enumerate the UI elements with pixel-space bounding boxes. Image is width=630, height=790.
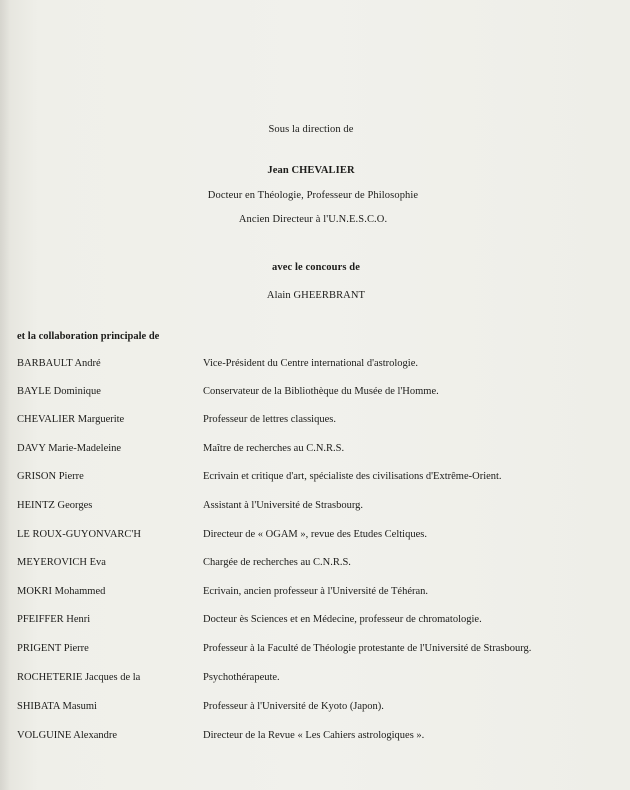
contributor-name: VOLGUINE Alexandre xyxy=(17,730,118,741)
concours-intro: avec le concours de xyxy=(272,262,360,273)
contributor-role: Directeur de la Revue « Les Cahiers astrologiques ». xyxy=(203,730,425,741)
director-former-role: Ancien Directeur à l'U.N.E.S.C.O. xyxy=(238,214,388,225)
contributor-row xyxy=(0,614,630,630)
contributor-row xyxy=(0,701,630,717)
contributor-row xyxy=(0,529,630,545)
collaboration-heading: et la collaboration principale de xyxy=(17,331,160,342)
contributor-role: Professeur de lettres classiques. xyxy=(203,414,336,425)
contributor-name: BARBAULT André xyxy=(17,358,101,369)
contributor-name: PFEIFFER Henri xyxy=(17,614,91,625)
co-author-name: Alain GHEERBRANT xyxy=(266,290,366,301)
contributor-role: Ecrivain, ancien professeur à l'Université de Téhéran. xyxy=(203,586,429,597)
contributor-role: Chargée de recherches au C.N.R.S. xyxy=(203,557,351,568)
contributor-row xyxy=(0,386,630,402)
contributor-row xyxy=(0,643,630,659)
contributor-name: SHIBATA Masumi xyxy=(17,701,97,712)
contributor-row xyxy=(0,471,630,487)
contributor-name: ROCHETERIE Jacques de la xyxy=(17,672,141,683)
contributor-row xyxy=(0,414,630,430)
direction-intro: Sous la direction de xyxy=(268,124,354,135)
contributor-name: DAVY Marie-Madeleine xyxy=(17,443,122,454)
contributor-row xyxy=(0,557,630,573)
director-title: Docteur en Théologie, Professeur de Philosophie xyxy=(207,190,419,201)
contributor-role: Professeur à l'Université de Kyoto (Japon). xyxy=(203,701,384,712)
contributor-role: Vice-Président du Centre international d'astrologie. xyxy=(203,358,418,369)
contributor-role: Professeur à la Faculté de Théologie protestante de l'Université de Strasbourg. xyxy=(203,643,532,654)
contributor-name: HEINTZ Georges xyxy=(17,500,93,511)
contributor-row xyxy=(0,730,630,746)
contributor-row xyxy=(0,500,630,516)
contributor-role: Ecrivain et critique d'art, spécialiste des civilisations d'Extrême-Orient. xyxy=(203,471,502,482)
contributor-name: MEYEROVICH Eva xyxy=(17,557,106,568)
contributor-name: GRISON Pierre xyxy=(17,471,84,482)
contributor-role: Docteur ès Sciences et en Médecine, professeur de chromatologie. xyxy=(203,614,482,625)
director-name: Jean CHEVALIER xyxy=(267,165,355,176)
contributor-role: Directeur de « OGAM », revue des Etudes Celtiques. xyxy=(203,529,427,540)
contributor-name: MOKRI Mohammed xyxy=(17,586,106,597)
contributor-role: Conservateur de la Bibliothèque du Musée de l'Homme. xyxy=(203,386,439,397)
contributor-row xyxy=(0,586,630,602)
contributor-name: CHEVALIER Marguerite xyxy=(17,414,125,425)
contributor-role: Psychothérapeute. xyxy=(203,672,280,683)
contributor-row xyxy=(0,443,630,459)
contributor-name: PRIGENT Pierre xyxy=(17,643,89,654)
contributor-role: Assistant à l'Université de Strasbourg. xyxy=(203,500,364,511)
contributor-name: LE ROUX-GUYONVARC'H xyxy=(17,529,141,540)
contributor-role: Maître de recherches au C.N.R.S. xyxy=(203,443,345,454)
contributor-row xyxy=(0,672,630,688)
contributor-name: BAYLE Dominique xyxy=(17,386,101,397)
contributor-row xyxy=(0,358,630,374)
